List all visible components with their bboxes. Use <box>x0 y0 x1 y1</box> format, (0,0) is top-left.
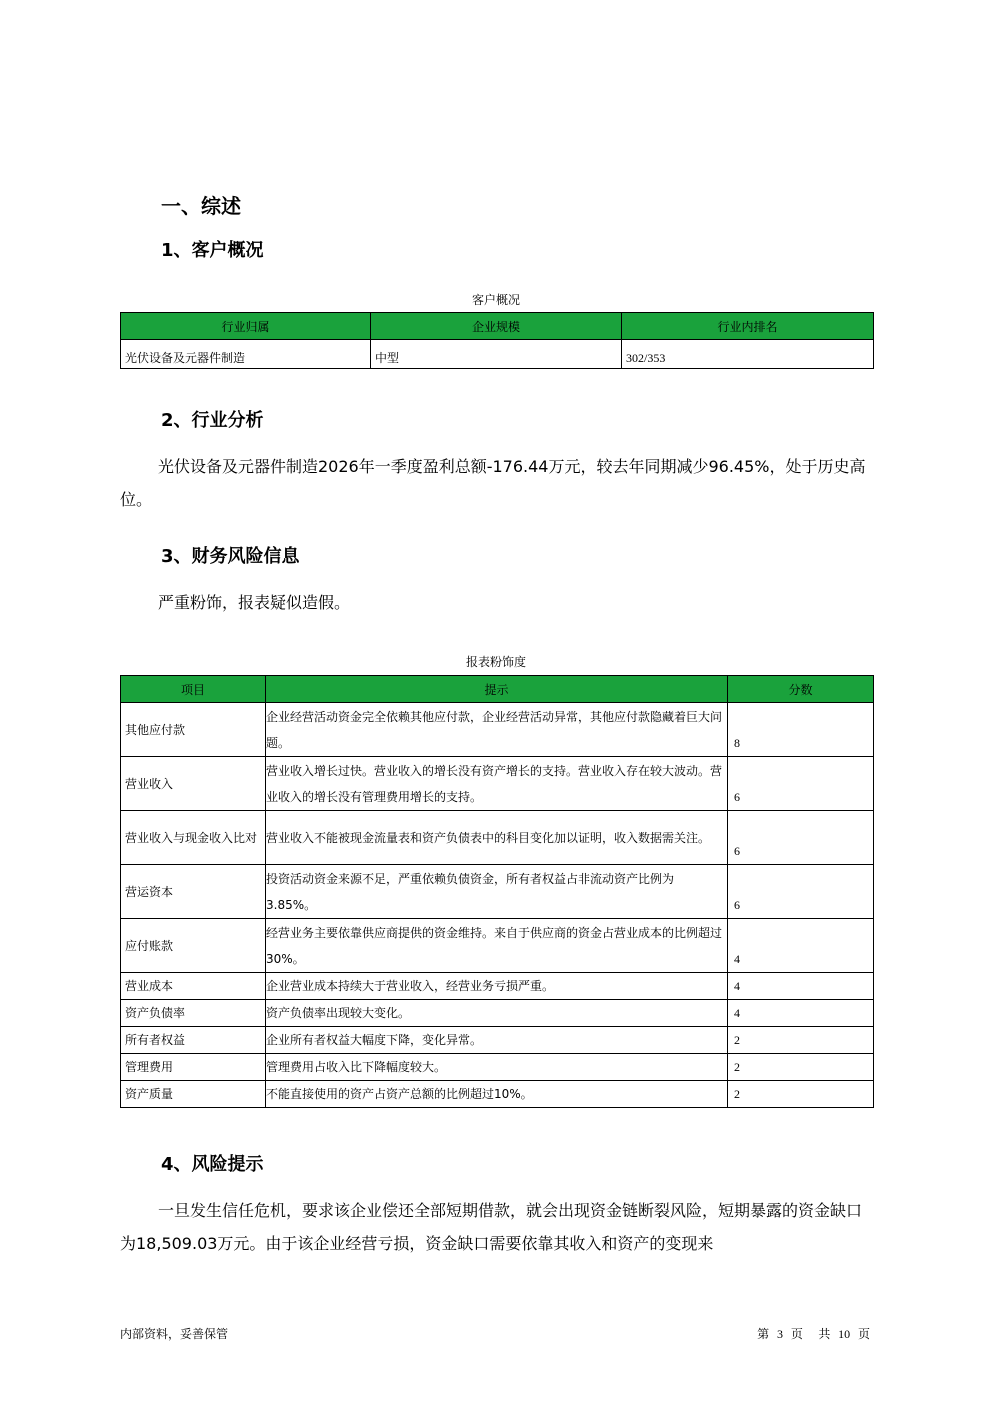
item-cell: 资产质量 <box>121 1081 266 1108</box>
item-cell: 所有者权益 <box>121 1027 266 1054</box>
table-header-cell: 行业归属 <box>121 313 371 340</box>
hint-cell: 企业经营活动资金完全依赖其他应付款，企业经营活动异常，其他应付款隐藏着巨大问题。 <box>266 703 728 757</box>
customer-overview-table <box>120 312 874 369</box>
page-prefix: 第 <box>757 1327 770 1341</box>
item-cell: 资产负债率 <box>121 1000 266 1027</box>
hint-cell: 企业所有者权益大幅度下降，变化异常。 <box>266 1027 728 1054</box>
hint-cell: 管理费用占收入比下降幅度较大。 <box>266 1054 728 1081</box>
page-suffix: 页 <box>790 1327 803 1341</box>
table-row <box>121 1000 874 1027</box>
score-cell: 4 <box>728 919 874 973</box>
hint-cell: 营业收入不能被现金流量表和资产负债表中的科目变化加以证明，收入数据需关注。 <box>266 811 728 865</box>
table-row <box>121 919 874 973</box>
hint-cell: 经营业务主要依靠供应商提供的资金维持。来自于供应商的资金占营业成本的比例超过30%。 <box>266 919 728 973</box>
table-header-cell: 项目 <box>121 676 266 703</box>
total-prefix: 共 <box>818 1327 831 1341</box>
table-row <box>121 1081 874 1108</box>
footer-page-number <box>755 1325 872 1342</box>
subsection-title-customer-overview: 1、客户概况 <box>161 240 264 261</box>
item-cell: 营运资本 <box>121 865 266 919</box>
table-row <box>121 703 874 757</box>
hint-cell: 企业营业成本持续大于营业收入，经营业务亏损严重。 <box>266 973 728 1000</box>
score-cell: 6 <box>728 811 874 865</box>
section-title: 一、综述 <box>161 194 241 218</box>
industry-analysis-paragraph: 光伏设备及元器件制造2026年一季度盈利总额-176.44万元，较去年同期减少96.45%，处于历史高位。 <box>120 457 866 509</box>
score-cell: 2 <box>728 1054 874 1081</box>
subsection-title-financial-risk: 3、财务风险信息 <box>161 546 300 567</box>
table-header-row <box>121 676 874 703</box>
table-header-row <box>121 313 874 340</box>
item-cell: 营业成本 <box>121 973 266 1000</box>
table-row <box>121 973 874 1000</box>
item-cell: 营业收入 <box>121 757 266 811</box>
table-header-cell: 分数 <box>728 676 874 703</box>
hint-cell: 投资活动资金来源不足，严重依赖负债资金，所有者权益占非流动资产比例为3.85%。 <box>266 865 728 919</box>
score-cell: 4 <box>728 1000 874 1027</box>
industry-rank-cell: 302/353 <box>622 340 874 369</box>
score-cell: 8 <box>728 703 874 757</box>
table-row <box>121 1027 874 1054</box>
table-header-cell: 提示 <box>266 676 728 703</box>
table-caption-statement-manipulation: 报表粉饰度 <box>465 655 526 669</box>
table-header-cell: 企业规模 <box>371 313 622 340</box>
table-row <box>121 757 874 811</box>
risk-warning-paragraph: 一旦发生信任危机，要求该企业偿还全部短期借款，就会出现资金链断裂风险，短期暴露的资金缺口为18,509.03万元。由于该企业经营亏损，资金缺口需要依靠其收入和资产的变现来 <box>120 1201 863 1253</box>
score-cell: 6 <box>728 865 874 919</box>
score-cell: 4 <box>728 973 874 1000</box>
page-current: 3 <box>777 1327 784 1341</box>
total-suffix: 页 <box>857 1327 870 1341</box>
table-caption-customer-overview: 客户概况 <box>471 293 520 307</box>
statement-manipulation-table <box>120 675 874 1108</box>
table-row <box>121 811 874 865</box>
hint-cell: 资产负债率出现较大变化。 <box>266 1000 728 1027</box>
hint-cell: 营业收入增长过快。营业收入的增长没有资产增长的支持。营业收入存在较大波动。营业收入的增长没有管理费用增长的支持。 <box>266 757 728 811</box>
item-cell: 营业收入与现金收入比对 <box>121 811 266 865</box>
subsection-title-risk-warning: 4、风险提示 <box>161 1154 264 1175</box>
score-cell: 2 <box>728 1081 874 1108</box>
hint-cell: 不能直接使用的资产占资产总额的比例超过10%。 <box>266 1081 728 1108</box>
subsection-title-industry-analysis: 2、行业分析 <box>161 410 264 431</box>
item-cell: 管理费用 <box>121 1054 266 1081</box>
score-cell: 2 <box>728 1027 874 1054</box>
item-cell: 应付账款 <box>121 919 266 973</box>
company-size-cell: 中型 <box>371 340 622 369</box>
table-row <box>121 1054 874 1081</box>
table-row <box>121 865 874 919</box>
financial-risk-paragraph: 严重粉饰，报表疑似造假。 <box>158 593 351 612</box>
score-cell: 6 <box>728 757 874 811</box>
item-cell: 其他应付款 <box>121 703 266 757</box>
page-total: 10 <box>838 1327 851 1341</box>
table-header-cell: 行业内排名 <box>622 313 874 340</box>
industry-cell: 光伏设备及元器件制造 <box>121 340 371 369</box>
footer-confidential-note: 内部资料，妥善保管 <box>120 1327 229 1341</box>
table-row <box>121 340 874 369</box>
